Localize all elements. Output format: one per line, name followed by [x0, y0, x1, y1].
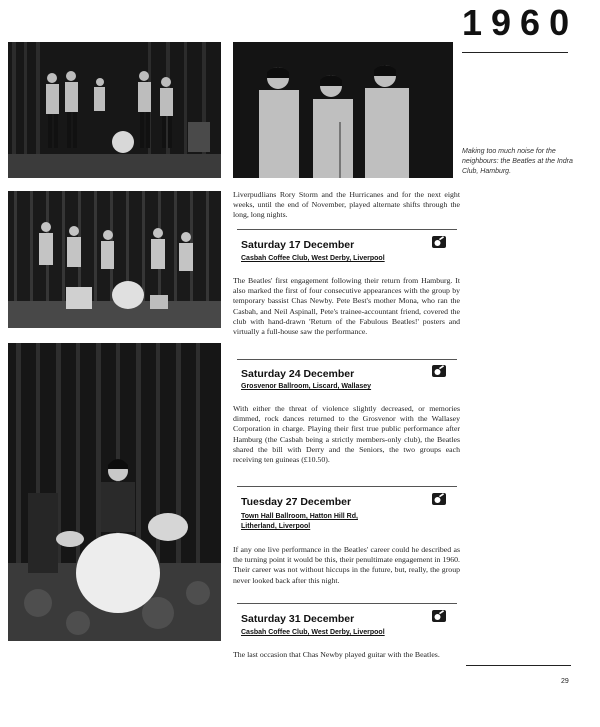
entry-body: The Beatles' first engagement following their return from Hamburg. It also marked the first of four consecutive appearances with the group by temporary bassist Chas Newby. Pete Best's mother Mona, who ran the Casbah, and Neil Aspinall, Pete's trainee-accountant friend, covered the club with hand-drawn 'Return of the Fabulous Beatles!' posters and virtually a full-house saw the performance. [233, 276, 460, 337]
year-rule [462, 52, 568, 53]
guitar-icon [432, 365, 446, 377]
entry-venue: Litherland, Liverpool [241, 523, 311, 530]
entry-divider [237, 229, 457, 230]
band-stage-photo-middle [8, 191, 221, 328]
photo-caption: Making too much noise for the neighbours: the Beatles at the Indra Club, Hamburg. [462, 148, 573, 175]
entry-body: With either the threat of violence slightly decreased, or memories dimmed, rock dances returned to the Grosvenor with the Wallasey Corporation in charge. Playing their first true public performance after Hamburg (the Casbah being a strictly members-only club), the Beatles shared the bill with Derry and the Seniors, the two groups each receiving ten guineas (£10.50). [233, 404, 460, 465]
guitar-icon [432, 493, 446, 505]
entry-divider [237, 359, 457, 360]
entry-venue: Town Hall Ballroom, Hatton Hill Rd, [241, 513, 358, 520]
entry-body: The last occasion that Chas Newby played guitar with the Beatles. [233, 650, 440, 659]
drummer-photo [8, 343, 221, 641]
entry-date: Saturday 31 December [241, 613, 355, 625]
entry-date: Saturday 24 December [241, 368, 355, 380]
entry-venue: Casbah Coffee Club, West Derby, Liverpool [241, 629, 385, 636]
entry-body: If any one live performance in the Beatles' career could he described as the turning point it would be this, their penultimate engagement in 1960. Their career was not without hiccups in the future, but, really, the group never looked back after this night. [233, 545, 460, 585]
entry-divider [237, 486, 457, 487]
entry-venue: Casbah Coffee Club, West Derby, Liverpool [241, 255, 385, 262]
guitar-icon [432, 236, 446, 248]
footer-rule [466, 665, 571, 666]
year-heading: 1960 [462, 2, 579, 43]
page-number: 29 [561, 678, 569, 685]
entry-venue: Grosvenor Ballroom, Liscard, Wallasey [241, 383, 372, 390]
entry-date: Saturday 17 December [241, 239, 355, 251]
guitar-icon [432, 610, 446, 622]
entry-divider [237, 603, 457, 604]
indra-club-photo [233, 42, 453, 178]
band-stage-photo-top [8, 42, 221, 178]
entry-date: Tuesday 27 December [241, 496, 352, 508]
intro-paragraph: Liverpudlians Rory Storm and the Hurricanes and for the next eight weeks, until the end of November, played alternate shifts through the long, long nights. [233, 190, 460, 220]
